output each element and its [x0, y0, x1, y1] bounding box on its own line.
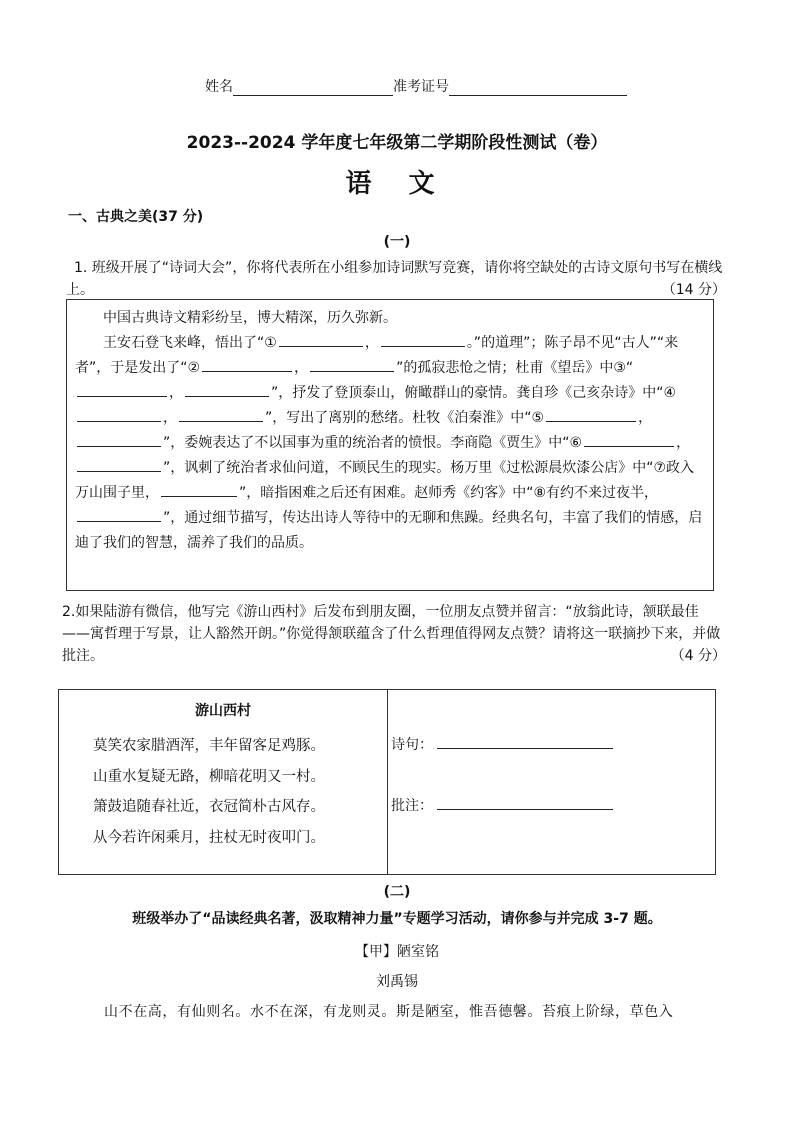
blank-2a[interactable] — [202, 357, 292, 372]
fill-in-box — [66, 299, 714, 591]
blank-7[interactable] — [161, 482, 237, 497]
question-1 — [66, 257, 726, 301]
exam-number-field[interactable] — [449, 81, 627, 96]
poem-line: 从今若许闲乘月，拄杖无时夜叩门。 — [93, 830, 325, 846]
verse-label: 诗句： — [391, 737, 433, 753]
verse-input[interactable] — [437, 734, 613, 749]
blank-4b[interactable] — [179, 407, 263, 422]
box-paragraph: 王安石登飞来峰，悟出了“① ， 。”的道理”；陈子昂不见“古人”“来者”，于是发出了“② ， ”的孤寂悲怆之情；杜甫《望岳》中③“， ”，抒发了登顶泰山，俯瞰群山的豪情。龚自珍《己亥杂诗》中“④， ”，写出了离别的愁绪。杜牧《泊秦淮》中“⑤ ，”，委婉表达了不以国事为重的统治者的愤恨。李商隐《贾生》中“⑥ ，”，讽刺了统治者求仙问道，不顾民生的现实。杨万里《过松源晨炊漆公店》中“⑦政入万山围子里， ”，暗指困难之后还有困难。赵师秀《约客》中“⑧有约不来过夜半，”，通过细节描写，传达出诗人等待中的无聊和焦躁。经典名句，丰富了我们的情感，启迪了我们的智慧，濡养了我们的品质。 — [75, 331, 707, 556]
question-2 — [62, 601, 726, 667]
name-label: 姓名 — [205, 79, 233, 95]
blank-5b[interactable] — [77, 432, 161, 447]
blank-6a[interactable] — [584, 432, 674, 447]
poem-title: 游山西村 — [195, 703, 251, 719]
note-label: 批注： — [391, 798, 433, 814]
question-1-text: 1. 班级开展了“诗词大会”，你将代表所在小组参加诗词默写竞赛，请你将空缺处的古诗文原句书写在横线上。 — [66, 260, 723, 298]
part-two-label: (二) — [383, 884, 411, 900]
text-a-prose: 山不在高，有仙则名。水不在深，有龙则灵。斯是陋室，惟吾德馨。苔痕上阶绿，草色入 — [104, 1004, 674, 1020]
note-row — [391, 795, 615, 815]
exam-number-label: 准考证号 — [393, 79, 449, 95]
poem-line: 莫笑农家腊酒浑，丰年留客足鸡豚。 — [93, 738, 325, 754]
box-intro: 中国古典诗文精彩纷呈，博大精深，历久弥新。 — [103, 310, 397, 326]
verse-row — [391, 734, 615, 754]
blank-2b[interactable] — [310, 357, 394, 372]
exam-title: 2023--2024 学年度七年级第二学期阶段性测试（卷） — [186, 133, 608, 153]
part-one-label: (一) — [383, 234, 411, 250]
name-field[interactable] — [233, 81, 393, 96]
blank-6b[interactable] — [77, 457, 161, 472]
section-heading: 一、古典之美(37 分) — [68, 209, 204, 225]
blank-8[interactable] — [77, 507, 161, 522]
poem-line: 山重水复疑无路，柳暗花明又一村。 — [93, 769, 325, 785]
student-info-line — [205, 76, 627, 96]
subject-title: 语 文 — [345, 169, 449, 199]
blank-1a[interactable] — [279, 332, 363, 347]
poem-cell — [59, 690, 388, 874]
blank-1b[interactable] — [381, 332, 465, 347]
note-input[interactable] — [437, 795, 613, 810]
question-1-score: （14 分） — [661, 282, 726, 298]
question-2-score: （4 分） — [670, 648, 726, 664]
blank-5a[interactable] — [546, 407, 636, 422]
text-a-title: 【甲】陋室铭 — [355, 944, 439, 960]
text-a-author: 刘禹锡 — [376, 974, 418, 990]
blank-3a[interactable] — [77, 382, 167, 397]
blank-4a[interactable] — [77, 407, 161, 422]
blank-3b[interactable] — [185, 382, 269, 397]
part-two-instruction: 班级举办了“品读经典名著，汲取精神力量”专题学习活动，请你参与并完成 3-7 题。 — [132, 911, 662, 927]
question-2-text: 2.如果陆游有微信，他写完《游山西村》后发布到朋友圈，一位朋友点赞并留言：“放翁此诗，颔联最佳——寓哲理于写景，让人豁然开朗。”你觉得颔联蕴含了什么哲理值得网友点赞？请将这一联摘抄下来，并做批注。 — [62, 604, 721, 664]
poem-line: 箫鼓追随春社近，衣冠简朴古风存。 — [93, 799, 325, 815]
poem-annotation-table — [58, 689, 716, 875]
